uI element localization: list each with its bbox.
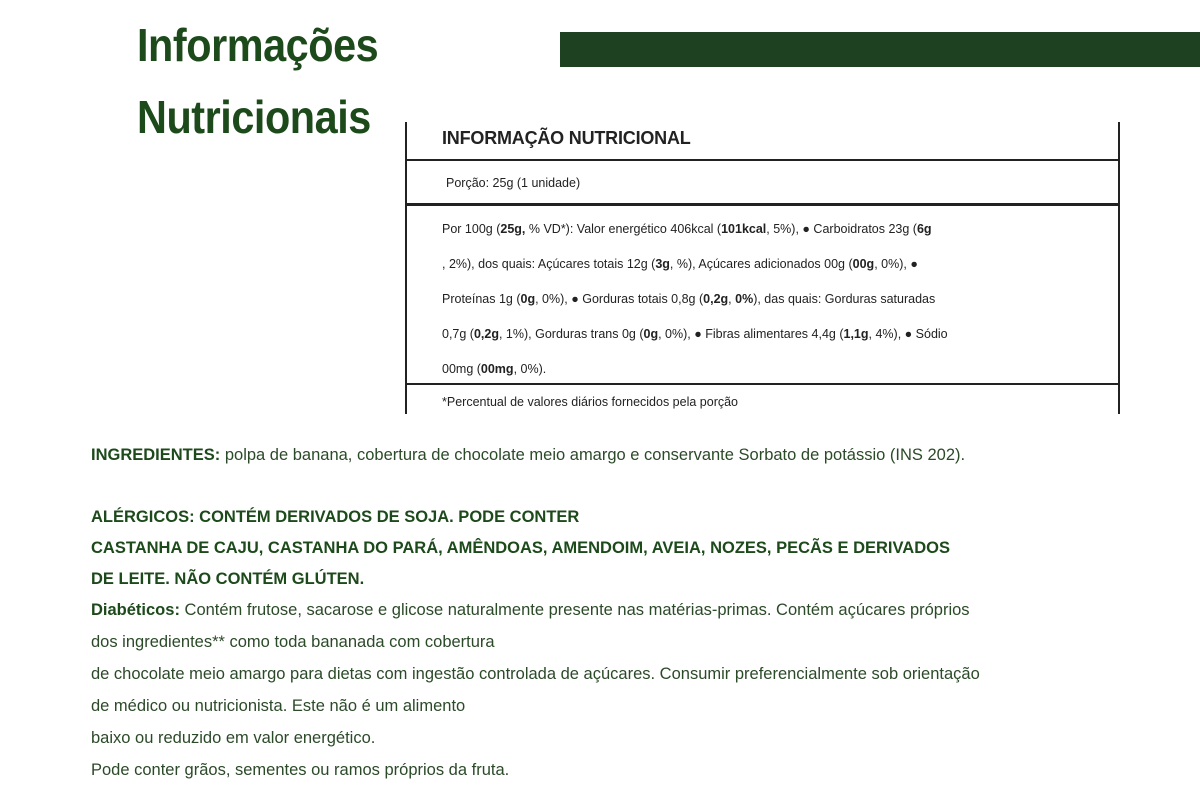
nutrition-value-bold: 101kcal	[721, 222, 767, 236]
diabetics-paragraph	[91, 601, 970, 620]
portion-text: Porção: 25g (1 unidade)	[446, 176, 581, 190]
header-bar	[560, 32, 1200, 67]
nutrition-table	[405, 122, 1120, 414]
page-title-line-2: Nutricionais	[137, 91, 371, 143]
nutrition-line: Proteínas 1g (0g, 0%), ● Gorduras totais 0,8g (0,2g, 0%), das quais: Gorduras saturadas	[442, 292, 936, 306]
diabetics-text: Contém frutose, sacarose e glicose naturalmente presente nas matérias-primas. Contém açúcares próprios	[179, 601, 970, 619]
nutrition-value-bold: 0%	[735, 292, 754, 306]
allergens-line-3: DE LEITE. NÃO CONTÉM GLÚTEN.	[91, 570, 365, 588]
nutrition-line: , 2%), dos quais: Açúcares totais 12g (3g, %), Açúcares adicionados 00g (00g, 0%), ●	[442, 257, 918, 271]
nutrition-value-bold: 00g	[852, 257, 875, 271]
ingredients-label: INGREDIENTES:	[91, 446, 221, 464]
table-divider-thick	[407, 203, 1118, 206]
nutrition-line: 00mg (00mg, 0%).	[442, 362, 547, 376]
nutrition-line: Por 100g (25g, % VD*): Valor energético 406kcal (101kcal, 5%), ● Carboidratos 23g (6g	[442, 222, 932, 236]
diabetics-line: baixo ou reduzido em valor energético.	[91, 729, 376, 747]
nutrition-value-bold: 00mg	[480, 362, 514, 376]
diabetics-line: Pode conter grãos, sementes ou ramos próprios da fruta.	[91, 761, 510, 779]
diabetics-line: de chocolate meio amargo para dietas com ingestão controlada de açúcares. Consumir preferencialmente sob orientação	[91, 665, 980, 683]
page-title-line-1: Informações	[137, 19, 379, 71]
nutrition-value-bold: 0,2g	[473, 327, 499, 341]
diabetics-line: de médico ou nutricionista. Este não é um alimento	[91, 697, 466, 715]
nutrition-value-bold: 6g	[916, 222, 932, 236]
nutrition-value-bold: 1,1g	[843, 327, 869, 341]
ingredients-paragraph	[91, 446, 965, 465]
table-footnote: *Percentual de valores diários fornecidos pela porção	[442, 395, 739, 409]
allergens-line-1: ALÉRGICOS: CONTÉM DERIVADOS DE SOJA. PODE CONTER	[91, 508, 580, 526]
allergens-line-2: CASTANHA DE CAJU, CASTANHA DO PARÁ, AMÊNDOAS, AMENDOIM, AVEIA, NOZES, PECÃS E DERIVADOS	[91, 539, 950, 557]
diabetics-line: dos ingredientes** como toda bananada com cobertura	[91, 633, 495, 651]
table-divider	[407, 383, 1118, 385]
nutrition-value-bold: 0,2g	[703, 292, 729, 306]
nutrition-value-bold: 3g	[655, 257, 670, 271]
nutrition-value-bold: 25g,	[500, 222, 526, 236]
nutrition-table-title: INFORMAÇÃO NUTRICIONAL	[442, 128, 691, 148]
diabetics-label: Diabéticos:	[91, 601, 180, 619]
nutrition-line: 0,7g (0,2g, 1%), Gorduras trans 0g (0g, 0%), ● Fibras alimentares 4,4g (1,1g, 4%), ● Sódio	[442, 327, 948, 341]
nutrition-value-bold: 0g	[643, 327, 659, 341]
nutrition-values	[442, 212, 1062, 387]
nutrition-value-bold: 0g	[520, 292, 536, 306]
table-divider	[407, 159, 1118, 161]
ingredients-text: polpa de banana, cobertura de chocolate meio amargo e conservante Sorbato de potássio (INS 202).	[220, 446, 966, 464]
